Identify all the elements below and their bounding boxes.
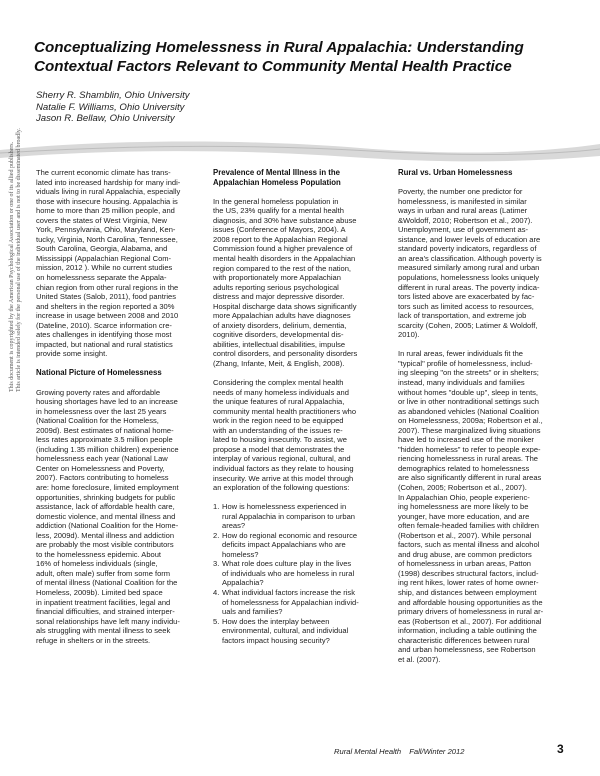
text-line: 2008 report to the Appalachian Regional <box>213 234 348 244</box>
text-line: an area's classification. Although poverty is <box>398 253 542 263</box>
text-line: often female-headed families with children <box>398 521 539 531</box>
text-line: chian region from other rural regions in the <box>36 282 179 292</box>
text-line: more Appalachian adults have diagnoses <box>213 311 351 321</box>
text-line: eas (Robertson et al., 2007). For additional <box>398 616 542 626</box>
text-line: insecurity. We arrive at this model through <box>213 473 354 483</box>
text-line: ing homelessness are more likely to be <box>398 502 529 512</box>
page-number: 3 <box>557 742 564 756</box>
text-line: Poverty, the number one predictor for <box>398 187 523 197</box>
text-line: to the homelessness epidemic. About <box>36 549 162 559</box>
text-line: have led to increased use of the moniker <box>398 435 534 445</box>
text-line: the unique features of rural Appalachia, <box>213 397 345 407</box>
text-line: Homeless, 2009b). Limited bed space <box>36 588 163 598</box>
text-line: United States (Salob, 2011), food pantries <box>36 292 176 302</box>
text-line: 2009d). Best estimates of national home- <box>36 425 174 435</box>
text-line: In the general homeless population in <box>213 196 339 206</box>
text-line: (Dateline, 2010). Scarce information cre- <box>36 320 172 330</box>
text-line: are also significantly different in rural areas <box>398 473 542 483</box>
column-3 <box>398 168 570 674</box>
list-item <box>213 502 383 531</box>
text-line: (Zhang, Infante, Meit, & English, 2008). <box>213 358 345 368</box>
text-line: work in the region need to be equipped <box>213 416 344 426</box>
text-line: What individual factors increase the risk <box>222 588 355 598</box>
list-item <box>213 531 383 560</box>
column-1 <box>36 168 201 655</box>
copyright-notice <box>9 128 23 392</box>
text-line: homelessness, is manifested in similar <box>398 196 527 206</box>
text-line: "hidden homeless" to refer to people expe- <box>398 444 541 454</box>
heading-line: Appalachian Homeless Population <box>213 177 341 187</box>
text-line: &Woldoff, 2010; Robertson et al., 2007). <box>398 215 533 225</box>
text-line: with proportionately more Appalachian <box>213 273 341 283</box>
text-line: without homes "double up", sleep in tents, <box>398 387 539 397</box>
title-line-2: Contextual Factors Relevant to Community Mental Health Practice <box>34 58 512 75</box>
text-line: different in rural areas. The poverty indica- <box>398 282 540 292</box>
body-paragraph <box>213 197 383 369</box>
text-line: Mississippi (Appalachian Regional Com- <box>36 253 172 263</box>
page-footer <box>334 747 470 756</box>
text-line: younger, have more education, and are <box>398 511 530 521</box>
list-number: 5. <box>213 616 220 626</box>
text-line: 16% of homeless individuals (single, <box>36 559 158 569</box>
section-heading <box>213 168 383 187</box>
list-item <box>213 588 383 617</box>
list-number: 3. <box>213 559 220 569</box>
text-line: and affordable housing opportunities as the <box>398 597 543 607</box>
text-line: Appalachia? <box>222 578 264 588</box>
heading-line: Prevalence of Mental Illness in the <box>213 168 340 177</box>
text-line: 2007). Factors contributing to homeless <box>36 473 169 483</box>
text-line: ways in urban and rural areas (Latimer <box>398 206 528 216</box>
text-line: control disorders, and personality disorders <box>213 349 358 359</box>
text-line: opportunities, shrinking budgets for public <box>36 492 176 502</box>
text-line: als struggling with mental illness to seek <box>36 626 171 636</box>
text-line: (Cohen, 2005; Robertson et al., 2007). <box>398 483 527 492</box>
body-paragraph <box>398 349 570 664</box>
text-line: homeless? <box>222 549 259 559</box>
text-line: on homelessness separate the Appala- <box>36 273 167 283</box>
text-line: Growing poverty rates and affordable <box>36 387 161 397</box>
decorative-swoosh-band <box>0 136 600 164</box>
text-line: rural Appalachia in comparison to urban <box>222 511 355 521</box>
text-line: What role does culture play in the lives <box>222 559 352 569</box>
author-1: Sherry R. Shamblin, Ohio University <box>36 90 190 101</box>
text-line: impacted, but national and rural statistics <box>36 339 173 349</box>
text-line: issues (Conference of Mayors, 2004). A <box>213 225 346 235</box>
copyright-line-2: This article is intended solely for the personal use of the individual user and is not to be disseminated broadly. <box>16 128 22 392</box>
text-line: of mental illness (National Coalition for the <box>36 578 178 588</box>
text-line: on Homelessness, 2009a; Robertson et al., <box>398 416 543 426</box>
list-item <box>213 617 383 646</box>
text-line: individual factors as they relate to housing <box>213 463 354 473</box>
text-line: domestic violence, and mental illness and <box>36 511 176 521</box>
text-line: of homelessness in urban areas, Patton <box>398 559 531 569</box>
intro-paragraph <box>36 168 201 359</box>
text-line: an exploration of the following questions: <box>213 483 350 493</box>
text-line: sistance, and lower levels of education are <box>398 234 541 244</box>
text-line: (National Coalition for the Homeless, <box>36 416 159 426</box>
title-line-1: Conceptualizing Homelessness in Rural Appalachia: Understanding <box>34 39 524 56</box>
text-line: the US, 23% qualify for a mental health <box>213 206 344 216</box>
text-line: cognitive disorders, developmental dis- <box>213 330 344 340</box>
text-line: viduals living in rural Appalachia, especially <box>36 187 181 197</box>
text-line: Hospital discharge data shows significantly <box>213 301 357 311</box>
text-line: home to more than 25 million people, and <box>36 206 175 216</box>
text-line: information, including a table outlining the <box>398 626 537 636</box>
section-heading: Rural vs. Urban Homelessness <box>398 168 513 177</box>
text-line: factors, such as mental illness and alcohol <box>398 540 540 550</box>
list-number: 1. <box>213 502 220 512</box>
text-line: increase in usage between 2008 and 2010 <box>36 311 179 321</box>
text-line: deficits impact Appalachians who are <box>222 540 346 550</box>
text-line: less, 2009d). Mental illness and addiction <box>36 530 175 540</box>
text-line: demographics related to homelessness <box>398 463 530 473</box>
text-line: lated into increased hardship for many indi- <box>36 177 181 187</box>
text-line: region compared to the rest of the nation, <box>213 263 352 273</box>
article-title <box>34 38 574 76</box>
text-line: mission, 2012 ). While no current studies <box>36 263 173 273</box>
text-line: are: home foreclosure, limited employment <box>36 483 179 492</box>
text-line: In Appalachian Ohio, people experienc- <box>398 492 530 502</box>
text-line: distress and major depressive disorder. <box>213 292 345 302</box>
text-line: "typical" profile of homelessness, includ- <box>398 358 533 368</box>
text-line: provide some insight. <box>36 349 108 359</box>
copyright-line-1: This document is copyrighted by the American Psychological Association or one of its allied publishers. <box>9 141 15 392</box>
text-line: Considering the complex mental health <box>213 378 344 388</box>
text-line: primary drivers of homelessness in rural ar- <box>398 607 544 617</box>
text-line: (including 1.35 million children) experience <box>36 444 179 454</box>
text-line: populations, homelessness looks uniquely <box>398 273 539 283</box>
text-line: of anxiety disorders, delirium, dementia, <box>213 320 347 330</box>
text-line: less rates approximate 3.5 million people <box>36 435 173 445</box>
text-line: community mental health practitioners who <box>213 406 357 416</box>
text-line: needs of many homeless individuals and <box>213 387 349 397</box>
list-number: 2. <box>213 530 220 540</box>
body-paragraph <box>398 187 570 340</box>
text-line: and drug abuse, are common predictors <box>398 549 532 559</box>
text-line: homelessness each year (National Law <box>36 454 168 464</box>
text-line: ing rent hikes, lower rates of home owner- <box>398 578 539 588</box>
text-line: measured similarly among rural and urban <box>398 263 540 273</box>
text-line: abilities, intellectual disabilities, impulse <box>213 339 346 349</box>
text-line: Unemployment, use of government as- <box>398 225 529 235</box>
issue-label: Fall/Winter 2012 <box>409 747 465 756</box>
text-line: refuge in shelters or in the streets. <box>36 635 151 645</box>
text-line: of individuals who are homeless in rural <box>222 568 355 578</box>
text-line: in homelessness over the last 25 years <box>36 406 167 416</box>
text-line: York, Pennsylvania, Ohio, Maryland, Ken- <box>36 225 176 235</box>
text-line: uals and families? <box>222 607 283 617</box>
text-line: Commission found a higher prevalence of <box>213 244 353 254</box>
text-line: tors listed above are exacerbated by fac- <box>398 292 535 302</box>
text-line: areas? <box>222 521 246 531</box>
text-line: and shelters in the region reported a 30% <box>36 301 175 311</box>
text-line: housing shortages have led to an increase <box>36 397 178 407</box>
text-line: are probably the most visible contributors <box>36 540 174 550</box>
text-line: those with insecure housing. Appalachia is <box>36 196 178 206</box>
text-line: 2010). <box>398 330 420 340</box>
text-line: in inpatient treatment facilities, legal and <box>36 597 171 607</box>
text-line: scarcity (Cohen, 2005; Latimer & Woldoff, <box>398 320 538 330</box>
column-2 <box>213 168 383 645</box>
text-line: characteristic differences between rural <box>398 635 530 645</box>
text-line: ing sleeping "on the streets" or in shelters; <box>398 368 539 378</box>
text-line: environmental, cultural, and individual <box>222 626 349 636</box>
author-2: Natalie F. Williams, Ohio University <box>36 101 185 113</box>
text-line: financial difficulties, and strained interper- <box>36 607 175 617</box>
text-line: mental health disorders in the Appalachian <box>213 253 356 263</box>
text-line: (Robertson et al., 2007). While personal <box>398 530 532 540</box>
journal-name: Rural Mental Health <box>334 747 402 756</box>
text-line: et al. (2007). <box>398 654 441 664</box>
text-line: How do regional economic and resource <box>222 530 358 540</box>
text-line: propose a model that demonstrates the <box>213 444 345 454</box>
text-line: Center on Homelessness and Poverty, <box>36 463 165 473</box>
author-3: Jason R. Bellaw, Ohio University <box>36 113 175 125</box>
text-line: diagnosis, and 30% have substance abuse <box>213 215 357 225</box>
text-line: with an understanding of the issues re- <box>213 425 343 435</box>
list-number: 4. <box>213 588 220 598</box>
text-line: How is homelessness experienced in <box>222 502 347 512</box>
text-line: adult, often male) suffer from some form <box>36 568 171 578</box>
text-line: riencing homelessness in rural areas. The <box>398 454 538 464</box>
section-heading: National Picture of Homelessness <box>36 368 162 378</box>
text-line: 2007). These marginalized living situations <box>398 425 541 435</box>
text-line: or live in other nontraditional settings such <box>398 397 539 407</box>
list-item <box>213 559 383 588</box>
text-line: In rural areas, fewer individuals fit the <box>398 349 524 359</box>
text-line: ship, and distances between employment <box>398 588 537 598</box>
text-line: (1998) describes structural factors, includ- <box>398 568 539 578</box>
text-line: sonal relationships have left many individu- <box>36 616 180 626</box>
text-line: of homelessness for Appalachian individ- <box>222 597 359 607</box>
text-line: interplay of various regional, cultural, and <box>213 454 351 464</box>
text-line: ates challenges in identifying those most <box>36 330 172 340</box>
text-line: tucky, Virginia, North Carolina, Tennessee, <box>36 234 178 244</box>
text-line: assistance, lack of affordable health care, <box>36 502 175 512</box>
text-line: tors such as limited access to resources, <box>398 301 534 311</box>
text-line: lack of transportation, and extreme job <box>398 311 527 321</box>
text-line: and urban homelessness, see Robertson <box>398 645 536 655</box>
text-line: standard poverty indicators, regardless of <box>398 244 537 254</box>
text-line: adults reporting serious psychological <box>213 282 339 292</box>
text-line: factors impact housing security? <box>222 635 330 645</box>
text-line: covers the states of West Virginia, New <box>36 215 168 225</box>
author-list <box>36 90 190 125</box>
text-line: instead, many individuals and families <box>398 377 525 387</box>
text-line: lated to housing insecurity. To assist, we <box>213 435 347 445</box>
text-line: addiction (National Coalition for the Home- <box>36 521 179 531</box>
body-paragraph <box>213 378 383 493</box>
text-line: as abandoned vehicles (National Coalition <box>398 406 539 416</box>
text-line: How does the interplay between <box>222 616 330 626</box>
text-line: The current economic climate has trans- <box>36 168 171 177</box>
text-line: South Carolina, Georgia, Alabama, and <box>36 244 168 254</box>
question-list <box>213 502 383 645</box>
body-paragraph <box>36 388 201 646</box>
